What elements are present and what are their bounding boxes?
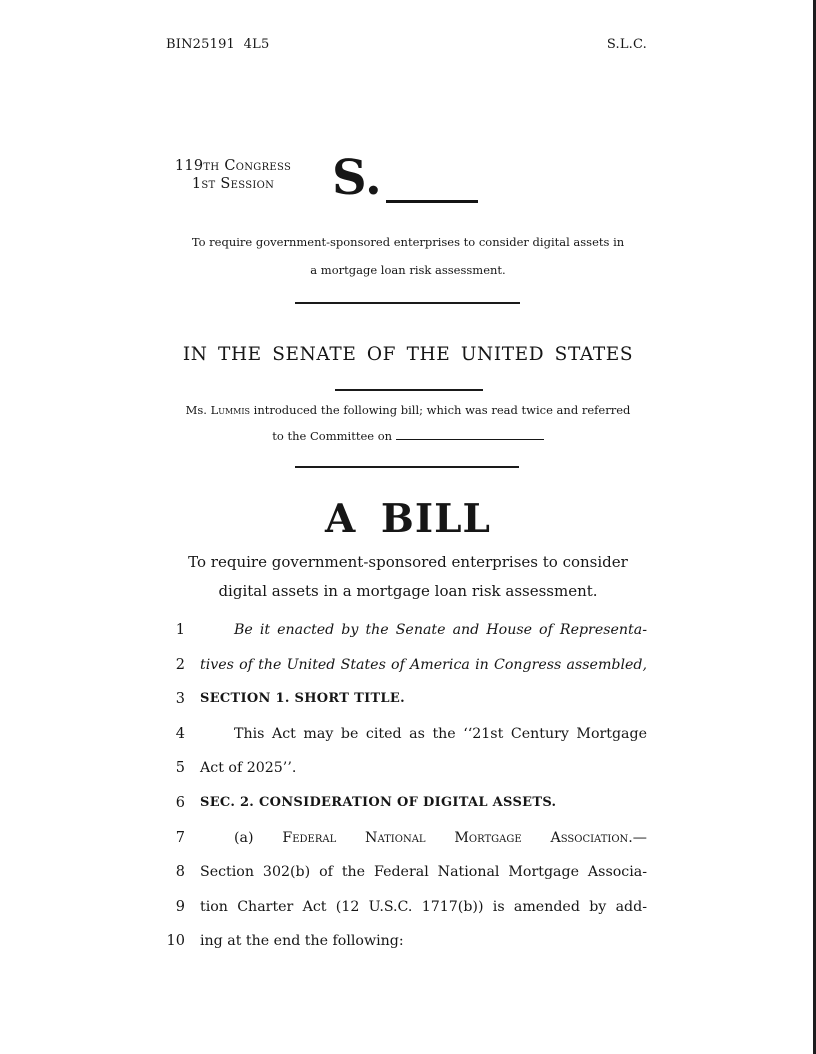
line-number: 3	[175, 691, 185, 708]
line-text-segment: (a)	[234, 829, 283, 846]
line-text	[200, 717, 647, 752]
committee-name-blank	[396, 439, 544, 440]
line-text-segment: .—	[628, 829, 647, 846]
bill-purpose	[0, 548, 816, 605]
line-text-segment: Section 302(b) of the Federal National Mortgage Associa-	[200, 864, 647, 881]
horizontal-rule-top	[295, 302, 520, 304]
bill-line	[0, 890, 816, 925]
line-text-smallcaps-segment: Federal National Mortgage Association	[282, 829, 629, 846]
line-number: 2	[175, 656, 185, 673]
line-number: 1	[175, 622, 185, 638]
line-text	[200, 682, 647, 717]
horizontal-rule-sponsor	[335, 389, 483, 391]
official-title-summary	[0, 229, 816, 284]
purpose-line-1: To require government-sponsored enterprises to consider	[188, 553, 628, 571]
sponsor-statement-line-1	[0, 397, 816, 423]
line-number: 10	[166, 933, 185, 950]
line-text	[200, 924, 647, 959]
line-text	[200, 648, 647, 683]
bill-heading: A BILL	[325, 496, 491, 542]
bill-line	[0, 717, 816, 752]
committee-referral-text: to the Committee on	[272, 429, 396, 443]
line-number: 6	[175, 794, 185, 811]
draft-code: BIN25191 4L5	[166, 37, 270, 52]
bill-line	[0, 821, 816, 856]
line-text	[200, 821, 647, 856]
line-text	[200, 786, 647, 821]
chamber-heading: IN THE SENATE OF THE UNITED STATES	[182, 344, 634, 365]
bill-number-blank	[386, 200, 478, 203]
line-text	[200, 751, 647, 786]
sponsor-statement-line-2	[0, 423, 816, 449]
line-text-segment: Act of 2025’’.	[200, 760, 297, 777]
line-text	[200, 890, 647, 925]
line-number: 7	[175, 829, 185, 846]
line-text-segment: SECTION 1. SHORT TITLE.	[200, 691, 405, 707]
line-number: 5	[175, 760, 185, 777]
congress-session-block	[158, 158, 308, 193]
bill-body	[0, 613, 816, 959]
line-text-segment: ing at the end the following:	[200, 933, 404, 950]
line-text	[200, 613, 647, 648]
bill-line	[0, 855, 816, 890]
bill-line	[0, 924, 816, 959]
line-text-segment: This Act may be cited as the ‘‘21st Century Mortgage	[234, 725, 647, 742]
line-text-segment: tion Charter Act (12 U.S.C. 1717(b)) is amended by add-	[200, 898, 647, 915]
line-text	[200, 855, 647, 890]
bill-line	[0, 648, 816, 683]
sponsor-statement-rest: introduced the following bill; which was read twice and referred	[250, 403, 631, 417]
bill-line	[0, 751, 816, 786]
office-code: S.L.C.	[606, 37, 647, 52]
line-number: 9	[175, 898, 185, 915]
line-number: 4	[175, 725, 185, 742]
line-text-segment: SEC. 2. CONSIDERATION OF DIGITAL ASSETS.	[200, 794, 557, 810]
line-text-segment: tives of the United States of America in Congress assembled,	[200, 656, 647, 673]
session-term: 1st Session	[191, 175, 275, 192]
summary-line-1: To require government-sponsored enterprises to consider digital assets in	[191, 235, 625, 249]
line-number: 8	[175, 864, 185, 881]
summary-line-2: a mortgage loan risk assessment.	[310, 262, 506, 277]
line-text-segment: Be it enacted by the Senate and House of Representa-	[234, 622, 647, 638]
sponsor-name: Lummis	[210, 403, 251, 417]
sponsor-honorific: Ms.	[185, 403, 211, 417]
sponsor-statement	[0, 397, 816, 449]
bill-line	[0, 613, 816, 648]
congress-term: 119th Congress	[174, 158, 292, 174]
horizontal-rule-title	[295, 466, 519, 468]
bill-line	[0, 682, 816, 717]
bill-line	[0, 786, 816, 821]
purpose-line-2: digital assets in a mortgage loan risk assessment.	[218, 581, 598, 600]
bill-type-letter: S.	[332, 150, 382, 206]
